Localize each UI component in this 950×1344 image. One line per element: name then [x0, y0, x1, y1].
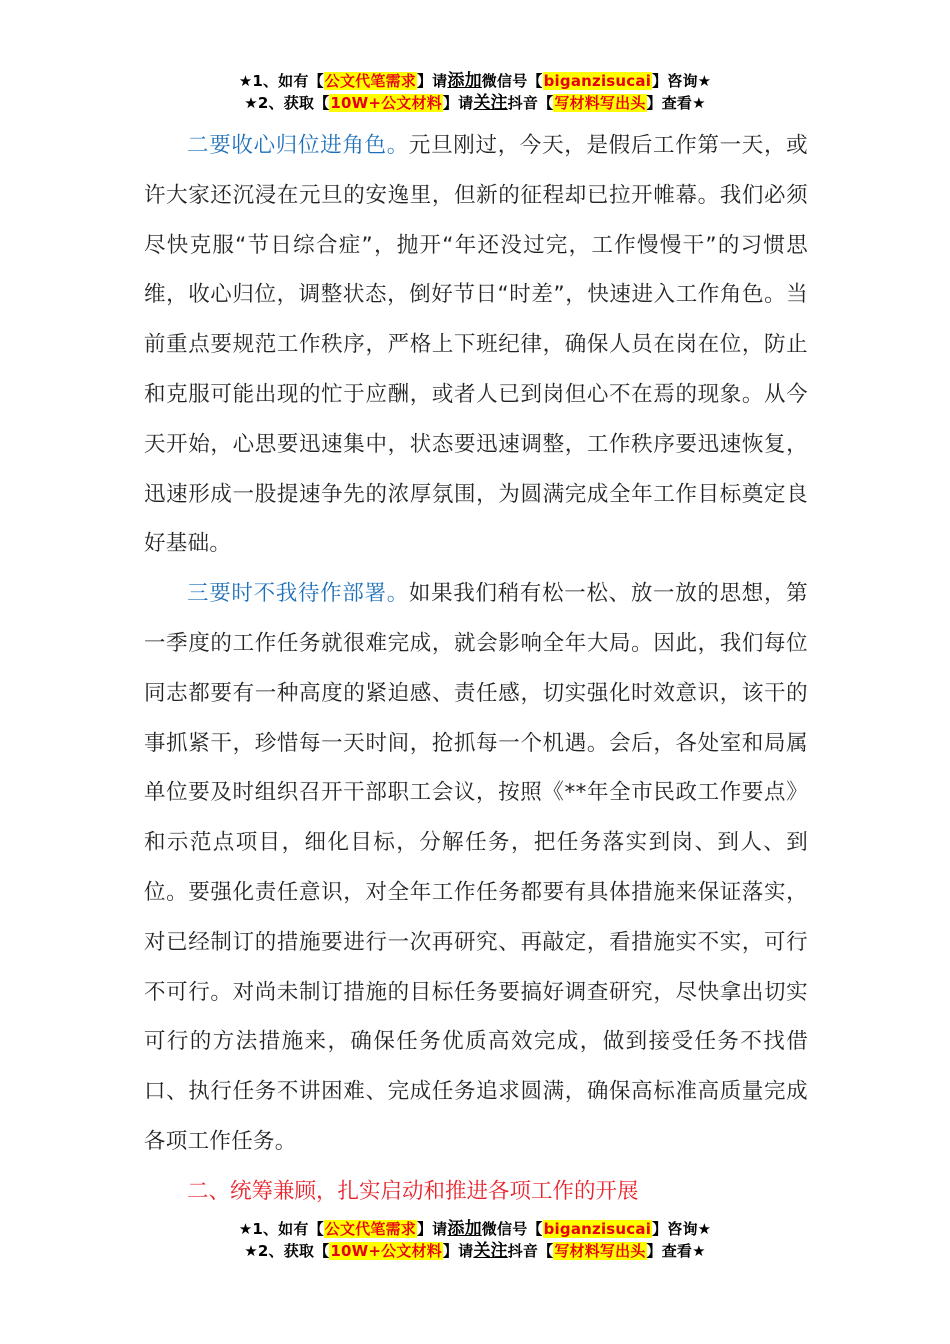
banner-text: ★1、如有【: [238, 72, 324, 90]
highlight-text: biganzisucai: [543, 72, 652, 90]
banner-text: 抖音【: [507, 1242, 554, 1260]
banner-text: 】咨询★: [652, 72, 712, 90]
banner-text: 】请: [442, 94, 474, 112]
highlight-text: 10W+公文材料: [330, 1242, 442, 1260]
banner-text: 】请: [416, 72, 448, 90]
paragraph-text: 元旦刚过，今天，是假后工作第一天，或许大家还沉浸在元旦的安逸里，但新的征程却已拉开帷幕。我们必须尽快克服“节日综合症”，抛开“年还没过完，工作慢慢干”的习惯思维，收心归位，调整状态，倒好节日“时差”，快速进入工作角色。当前重点要规范工作秩序，严格上下班纪律，确保人员在岗在位，防止和克服可能出现的忙于应酬，或者人已到岗但心不在焉的现象。从今天开始，心思要迅速集中，状态要迅速调整，工作秩序要迅速恢复，迅速形成一股提速争先的浓厚氛围，为圆满完成全年工作目标奠定良好基础。: [144, 133, 808, 557]
bottom-banner: [0, 1218, 950, 1262]
paragraph: [144, 569, 808, 1167]
banner-line-1: [0, 70, 950, 92]
underlined-text: 关注: [473, 1241, 508, 1261]
underlined-text: 关注: [473, 93, 508, 113]
banner-text: 】咨询★: [652, 1220, 712, 1238]
top-banner: [0, 70, 950, 114]
underlined-text: 添加: [447, 71, 482, 91]
underlined-text: 添加: [447, 1219, 482, 1239]
banner-text: 】查看★: [646, 1242, 706, 1260]
banner-line-1: [0, 1218, 950, 1240]
highlight-text: 公文代笔需求: [324, 1220, 416, 1238]
section-heading: 二、统筹兼顾，扎实启动和推进各项工作的开展: [187, 1178, 639, 1204]
highlight-text: 10W+公文材料: [330, 94, 442, 112]
highlight-text: biganzisucai: [543, 1220, 652, 1238]
banner-text: ★2、获取【: [244, 94, 330, 112]
paragraph-lead: 二要收心归位进角色。: [187, 133, 409, 158]
banner-line-2: [0, 92, 950, 114]
banner-text: 抖音【: [507, 94, 554, 112]
highlight-text: 写材料写出头: [554, 1242, 646, 1260]
banner-text: 微信号【: [481, 72, 543, 90]
paragraph-lead: 三要时不我待作部署。: [187, 581, 409, 607]
paragraph-text: 如果我们稍有松一松、放一放的思想，第一季度的工作任务就很难完成，就会影响全年大局。因此，我们每位同志都要有一种高度的紧迫感、责任感，切实强化时效意识，该干的事抓紧干，珍惜每一天时间，抢抓每一个机遇。会后，各处室和局属单位要及时组织召开干部职工会议，按照《**年全市民政工作要点》和示范点项目，细化目标，分解任务，把任务落实到岗、到人、到位。要强化责任意识，对全年工作任务都要有具体措施来保证落实，对已经制订的措施要进行一次再研究、再敲定，看措施实不实，可行不可行。对尚未制订措施的目标任务要搞好调查研究，尽快拿出切实可行的方法措施来，确保任务优质高效完成，做到接受任务不找借口、执行任务不讲困难、完成任务追求圆满，确保高标准高质量完成各项工作任务。: [144, 581, 808, 1154]
highlight-text: 公文代笔需求: [324, 72, 416, 90]
banner-text: 】请: [442, 1242, 474, 1260]
banner-text: 】查看★: [646, 94, 706, 112]
document-body: [144, 121, 808, 1217]
highlight-text: 写材料写出头: [554, 94, 646, 112]
banner-line-2: [0, 1240, 950, 1262]
paragraph: [144, 121, 808, 569]
banner-text: ★2、获取【: [244, 1242, 330, 1260]
banner-text: ★1、如有【: [238, 1220, 324, 1238]
banner-text: 微信号【: [481, 1220, 543, 1238]
banner-text: 】请: [416, 1220, 448, 1238]
